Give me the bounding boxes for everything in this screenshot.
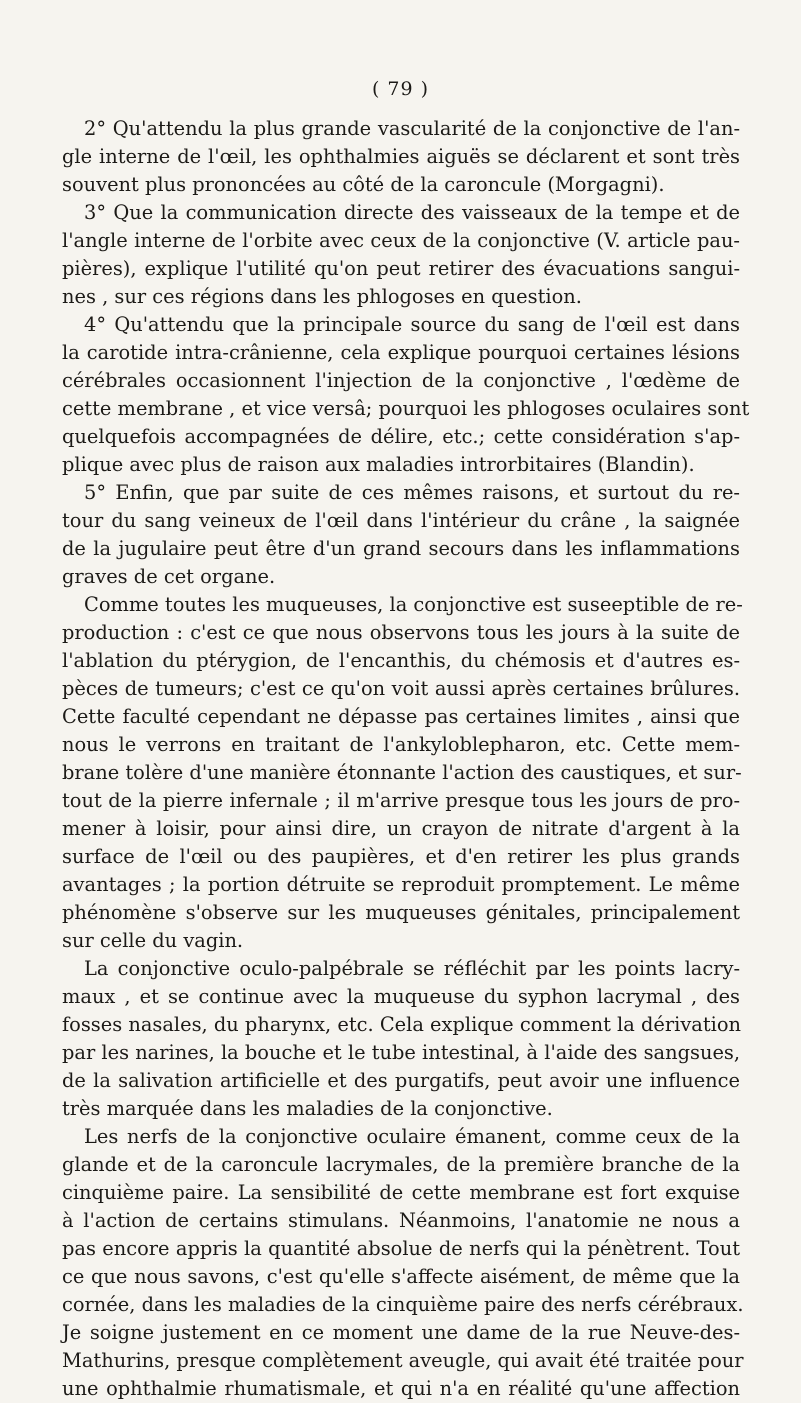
text-line: maux , et se continue avec la muqueuse du syphon lacrymal , des <box>62 985 740 1008</box>
text-line: la carotide intra-crânienne, cela explique pourquoi certaines lésions <box>62 341 740 364</box>
text-line: phénomène s'observe sur les muqueuses génitales, principalement <box>62 901 740 924</box>
text-line: 5° Enfin, que par suite de ces mêmes raisons, et surtout du re- <box>84 481 740 504</box>
text-line: fosses nasales, du pharynx, etc. Cela explique comment la dérivation <box>62 1013 742 1036</box>
text-line: cinquième paire. La sensibilité de cette membrane est fort exquise <box>62 1181 740 1204</box>
text-line: tour du sang veineux de l'œil dans l'intérieur du crâne , la saignée <box>62 509 740 532</box>
text-line: l'ablation du ptérygion, de l'encanthis, du chémosis et d'autres es- <box>62 649 740 672</box>
text-line: surface de l'œil ou des paupières, et d'en retirer les plus grands <box>62 845 740 868</box>
text-line: souvent plus prononcées au côté de la caroncule (Morgagni). <box>62 173 665 196</box>
text-line: avantages ; la portion détruite se reproduit promptement. Le même <box>62 873 740 896</box>
text-line: La conjonctive oculo-palpébrale se réfléchit par les points lacry- <box>84 957 740 980</box>
text-line: ce que nous savons, c'est qu'elle s'affecte aisément, de même que la <box>62 1265 740 1288</box>
text-line: Cette faculté cependant ne dépasse pas certaines limites , ainsi que <box>62 705 740 728</box>
text-line: cérébrales occasionnent l'injection de la conjonctive , l'œdème de <box>62 369 740 392</box>
text-line: gle interne de l'œil, les ophthalmies aiguës se déclarent et sont très <box>62 145 740 168</box>
body-text <box>62 115 750 1403</box>
text-line: par les narines, la bouche et le tube intestinal, à l'aide des sangsues, <box>62 1041 741 1064</box>
text-line: cette membrane , et vice versâ; pourquoi les phlogoses oculaires sont <box>62 397 750 420</box>
text-line: 2° Qu'attendu la plus grande vascularité de la conjonctive de l'an- <box>84 117 740 140</box>
text-line: nes , sur ces régions dans les phlogoses en question. <box>62 285 582 308</box>
text-line: brane tolère d'une manière étonnante l'action des caustiques, et sur- <box>62 761 742 784</box>
text-line: Les nerfs de la conjonctive oculaire émanent, comme ceux de la <box>84 1125 740 1148</box>
text-line: nous le verrons en traitant de l'ankyloblepharon, etc. Cette mem- <box>62 733 740 756</box>
text-line: glande et de la caroncule lacrymales, de la première branche de la <box>62 1153 740 1176</box>
text-line: pèces de tumeurs; c'est ce qu'on voit aussi après certaines brûlures. <box>62 677 740 700</box>
text-line: 3° Que la communication directe des vaisseaux de la tempe et de <box>84 201 740 224</box>
text-line: pières), explique l'utilité qu'on peut retirer des évacuations sangui- <box>62 257 740 280</box>
text-line: de la salivation artificielle et des purgatifs, peut avoir une influence <box>62 1069 740 1092</box>
page-number: ( 79 ) <box>371 78 430 100</box>
text-line: sur celle du vagin. <box>62 929 244 952</box>
text-line: production : c'est ce que nous observons tous les jours à la suite de <box>62 621 740 644</box>
text-line: plique avec plus de raison aux maladies introrbitaires (Blandin). <box>62 453 695 476</box>
text-line: Mathurins, presque complètement aveugle, qui avait été traitée pour <box>62 1349 744 1372</box>
text-line: Je soigne justement en ce moment une dame de la rue Neuve-des- <box>62 1321 740 1344</box>
text-line: graves de cet organe. <box>62 565 276 588</box>
text-line: à l'action de certains stimulans. Néanmoins, l'anatomie ne nous a <box>62 1209 740 1232</box>
text-line: tout de la pierre infernale ; il m'arrive presque tous les jours de pro- <box>62 789 740 812</box>
text-line: Comme toutes les muqueuses, la conjonctive est suseeptible de re- <box>84 593 743 616</box>
text-line: cornée, dans les maladies de la cinquième paire des nerfs cérébraux. <box>62 1293 744 1316</box>
text-line: mener à loisir, pour ainsi dire, un crayon de nitrate d'argent à la <box>62 817 740 840</box>
text-line: de la jugulaire peut être d'un grand secours dans les inflammations <box>62 537 740 560</box>
text-line: une ophthalmie rhumatismale, et qui n'a en réalité qu'une affection <box>62 1377 740 1400</box>
text-line: pas encore appris la quantité absolue de nerfs qui la pénètrent. Tout <box>62 1237 740 1260</box>
text-line: quelquefois accompagnées de délire, etc.; cette considération s'ap- <box>62 425 740 448</box>
text-line: 4° Qu'attendu que la principale source du sang de l'œil est dans <box>84 313 740 336</box>
text-line: l'angle interne de l'orbite avec ceux de la conjonctive (V. article pau- <box>62 229 740 252</box>
text-line: très marquée dans les maladies de la conjonctive. <box>62 1097 553 1120</box>
